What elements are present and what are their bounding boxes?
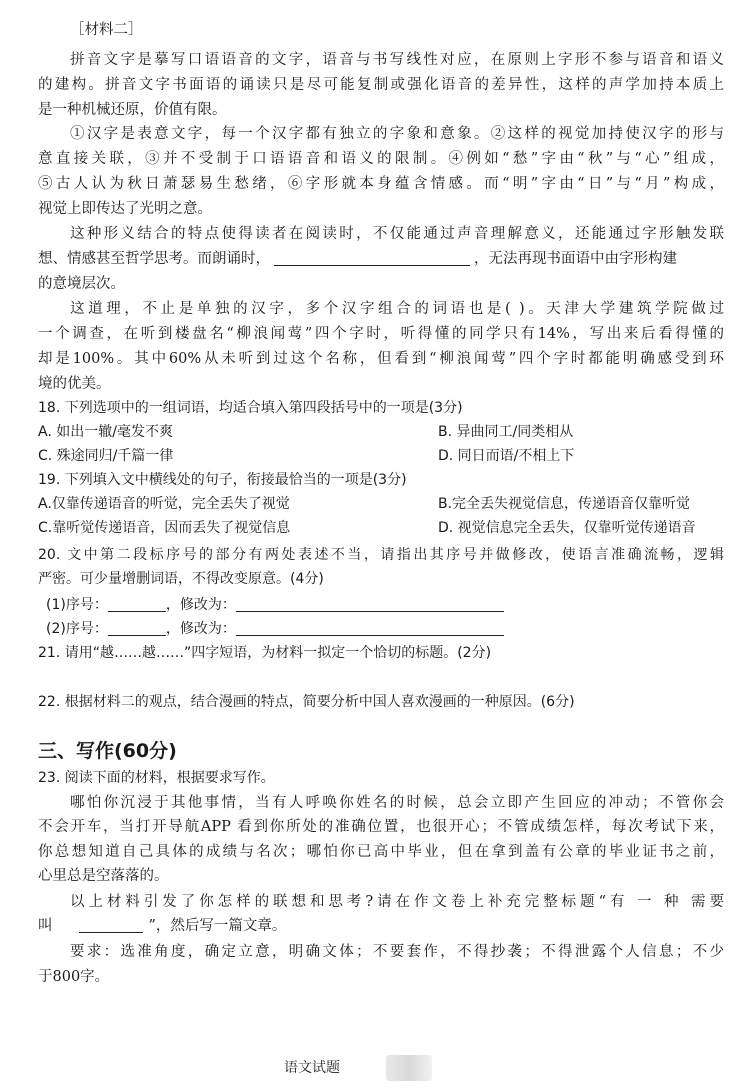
question-20-stem: 严密。可少量增删词语，不得改变原意。(4分)	[38, 571, 324, 587]
option-d: D. 视觉信息完全丢失，仅靠听觉传递语音	[438, 520, 696, 536]
answer-blank[interactable]	[108, 619, 166, 636]
question-23-task-line: 以上材料引发了你怎样的联想和思考?请在作文卷上补充完整标题“有 一 种 需要	[70, 894, 724, 910]
fill-blank-line	[274, 249, 470, 266]
title-blank[interactable]	[79, 916, 143, 933]
question-23-material-line: 心里总是空落落的。	[38, 868, 169, 884]
option-c: C.靠听觉传递语音，因而丢失了视觉信息	[38, 520, 291, 536]
answer-label: ，修改为：	[165, 621, 236, 637]
option-a: A.仅靠传递语音的听觉，完全丢失了视觉	[38, 496, 290, 512]
question-20-answer-row-1	[46, 593, 732, 617]
page-footer: 语文试题	[284, 1060, 340, 1076]
question-21: 21. 请用“越……越……”四字短语，为材料一拟定一个恰切的标题。(2分)	[38, 645, 492, 661]
question-23-task-line	[38, 914, 724, 938]
option-b: B.完全丢失视觉信息，传递语音仅靠听觉	[438, 496, 691, 512]
answer-blank[interactable]	[236, 595, 504, 612]
paragraph-4-line: 却是100%。其中60%从未听到过这个名称，但看到“柳浪闻莺”四个字时都能明确感受到环	[38, 351, 724, 367]
material-title: ［材料二］	[70, 22, 143, 38]
paragraph-1-line: 是一种机械还原，价值有限。	[38, 102, 227, 118]
task-text: ”，然后写一篇文章。	[148, 918, 287, 934]
paragraph-3-line: 这种形义结合的特点使得读者在阅读时，不仅能通过声音理解意义，还能通过字形触发联	[70, 226, 724, 242]
paragraph-3-line: 的意境层次。	[38, 276, 125, 292]
paragraph-2-line: ①汉字是表意文字，每一个汉字都有独立的字象和意象。②这样的视觉加持使汉字的形与	[70, 126, 724, 142]
option-c: C. 殊途同归/千篇一律	[38, 448, 174, 464]
paragraph-2-line: 意直接关联，③并不受制于口语语音和语义的限制。④例如“愁”字由“秋”与“心”组成，	[38, 151, 724, 167]
question-20-stem: 20. 文中第二段标序号的部分有两处表述不当，请指出其序号并做修改，使语言准确流畅，逻辑	[38, 547, 724, 563]
question-23-material-line: 不会开车，当打开导航APP 看到你所处的准确位置，也很开心；不管成绩怎样，每次考试下来，	[38, 819, 724, 835]
question-19-stem: 19. 下列填入文中横线处的句子，衔接最恰当的一项是(3分)	[38, 472, 407, 488]
question-23-requirements-line: 要求：选准角度，确定立意，明确文体；不要套作，不得抄袭；不得泄露个人信息；不少	[70, 944, 724, 960]
question-18-stem: 18. 下列选项中的一组词语，均适合填入第四段括号中的一项是(3分)	[38, 400, 463, 416]
paragraph-3-text: ，无法再现书面语中由字形构建	[474, 251, 677, 267]
answer-label: ，修改为：	[165, 597, 236, 613]
answer-label: (1)序号：	[46, 597, 108, 613]
paragraph-4-line: 这道理，不止是单独的汉字，多个汉字组合的词语也是( )。天津大学建筑学院做过	[70, 301, 724, 317]
paragraph-3-line	[38, 247, 724, 271]
question-18-options-row	[38, 420, 724, 444]
task-text: 叫	[38, 918, 53, 934]
paragraph-1-line: 拼音文字是摹写口语语音的文字，语音与书写线性对应，在原则上字形不参与语音和语义	[70, 52, 724, 68]
question-20-answer-row-2	[46, 617, 732, 641]
scan-artifact	[386, 1055, 432, 1081]
answer-blank[interactable]	[236, 619, 504, 636]
question-23-material-line: 你总想知道自己具体的成绩与名次；哪怕你已高中毕业，但在拿到盖有公章的毕业证书之前，	[38, 844, 724, 860]
question-22: 22. 根据材料二的观点，结合漫画的特点，简要分析中国人喜欢漫画的一种原因。(6分)	[38, 694, 575, 710]
paragraph-3-text: 想、情感甚至哲学思考。而朗诵时，	[38, 251, 270, 267]
question-23-requirements-line: 于800字。	[38, 969, 110, 985]
question-19-options-row	[38, 516, 724, 540]
answer-blank[interactable]	[108, 595, 166, 612]
option-b: B. 异曲同工/同类相从	[438, 424, 574, 440]
paragraph-4-line: 境的优美。	[38, 376, 111, 392]
paragraph-2-line: ⑤古人认为秋日萧瑟易生愁绪，⑥字形就本身蕴含情感。而“明”字由“日”与“月”构成，	[38, 176, 724, 192]
paragraph-4-line: 一个调查，在听到楼盘名“柳浪闻莺”四个字时，听得懂的同学只有14%，写出来后看得懂的	[38, 326, 724, 342]
paragraph-1-line: 的建构。拼音文字书面语的诵读只是尽可能复制或强化语音的差异性，这样的声学加持本质上	[38, 77, 724, 93]
section-heading-writing: 三、写作(60分)	[38, 740, 177, 762]
answer-label: (2)序号：	[46, 621, 108, 637]
question-19-options-row	[38, 492, 724, 516]
option-a: A. 如出一辙/毫发不爽	[38, 424, 173, 440]
question-18-options-row	[38, 444, 724, 468]
question-23-material-line: 哪怕你沉浸于其他事情，当有人呼唤你姓名的时候，总会立即产生回应的冲动；不管你会	[70, 795, 724, 811]
option-d: D. 同日而语/不相上下	[438, 448, 575, 464]
question-23-stem: 23. 阅读下面的材料，根据要求写作。	[38, 770, 275, 786]
paragraph-2-line: 视觉上即传达了光明之意。	[38, 201, 212, 217]
